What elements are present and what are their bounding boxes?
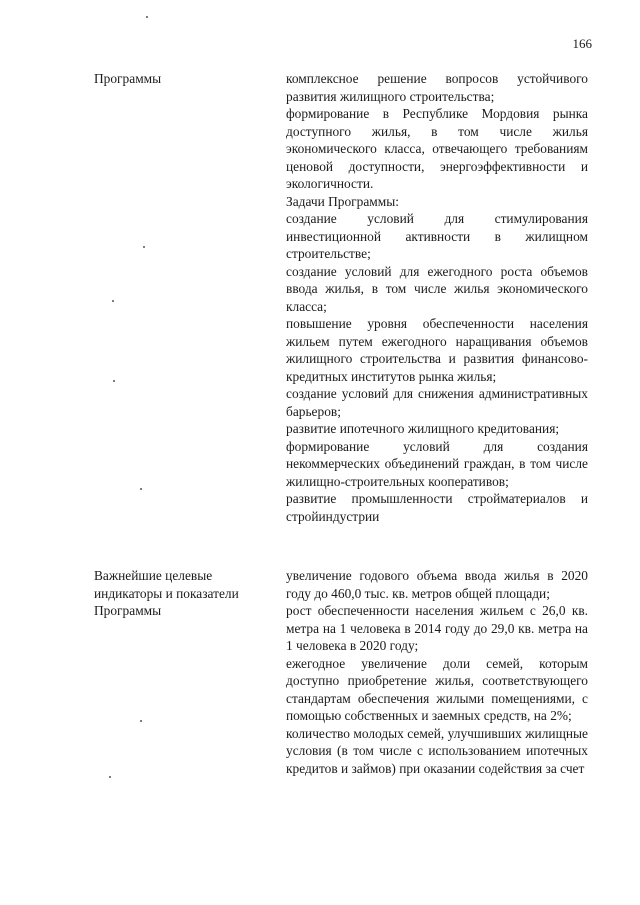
paragraph: создание условий для стимулирования инвестиционной активности в жилищном строительстве;	[286, 211, 588, 261]
paragraph: развитие ипотечного жилищного кредитования;	[286, 421, 560, 436]
paragraph: количество молодых семей, улучшивших жилищные условия (в том числе с использованием ипотечных кредитов и займов) при оказании содействия за счет	[286, 725, 588, 776]
paragraph: создание условий для снижения административных барьеров;	[286, 386, 588, 419]
section-label: Программы	[94, 71, 162, 86]
paragraph: формирование условий для создания некоммерческих объединений граждан, в том числе жилищно-строительных кооперативов;	[286, 438, 588, 489]
scan-speck	[143, 246, 145, 248]
paragraph: комплексное решение вопросов устойчивого развития жилищного строительства;	[286, 71, 588, 104]
scan-speck	[140, 720, 142, 722]
paragraph: Задачи Программы:	[286, 193, 399, 209]
paragraph: развитие промышленности стройматериалов и стройиндустрии	[286, 491, 588, 524]
page-number: 166	[572, 36, 592, 51]
paragraph: рост обеспеченности населения жильем с 26,0 кв. метра на 1 человека в 2014 году до 29,0 кв. метра на 1 человека в 2020 году;	[286, 603, 588, 653]
scan-speck	[146, 16, 148, 18]
paragraph: увеличение годового объема ввода жилья в 2020 году до 460,0 тыс. кв. метров общей площади;	[286, 568, 588, 601]
section-content	[286, 70, 588, 525]
section-label: Важнейшие целевые индикаторы и показатели Программы	[94, 568, 239, 618]
paragraph: повышение уровня обеспеченности населения жильем путем ежегодного наращивания объемов жилищного строительства и развития финансово-кредитных институтов рынка жилья;	[286, 316, 588, 384]
section-content	[286, 567, 588, 777]
scan-speck	[109, 776, 111, 778]
scan-speck	[113, 380, 115, 382]
scan-speck	[112, 300, 114, 302]
paragraph: ежегодное увеличение доли семей, которым доступно приобретение жилья, соответствующего стандартам обеспечения жилыми помещениями, с помощью собственных и заемных средств, на 2%;	[286, 655, 588, 723]
scan-speck	[140, 488, 142, 490]
paragraph: создание условий для ежегодного роста объемов ввода жилья, в том числе жилья экономического класса;	[286, 263, 588, 314]
paragraph: формирование в Республике Мордовия рынка доступного жилья, в том числе жилья экономического класса, отвечающего требованиям ценовой доступности, энергоэффективности и экологичности.	[286, 106, 588, 191]
